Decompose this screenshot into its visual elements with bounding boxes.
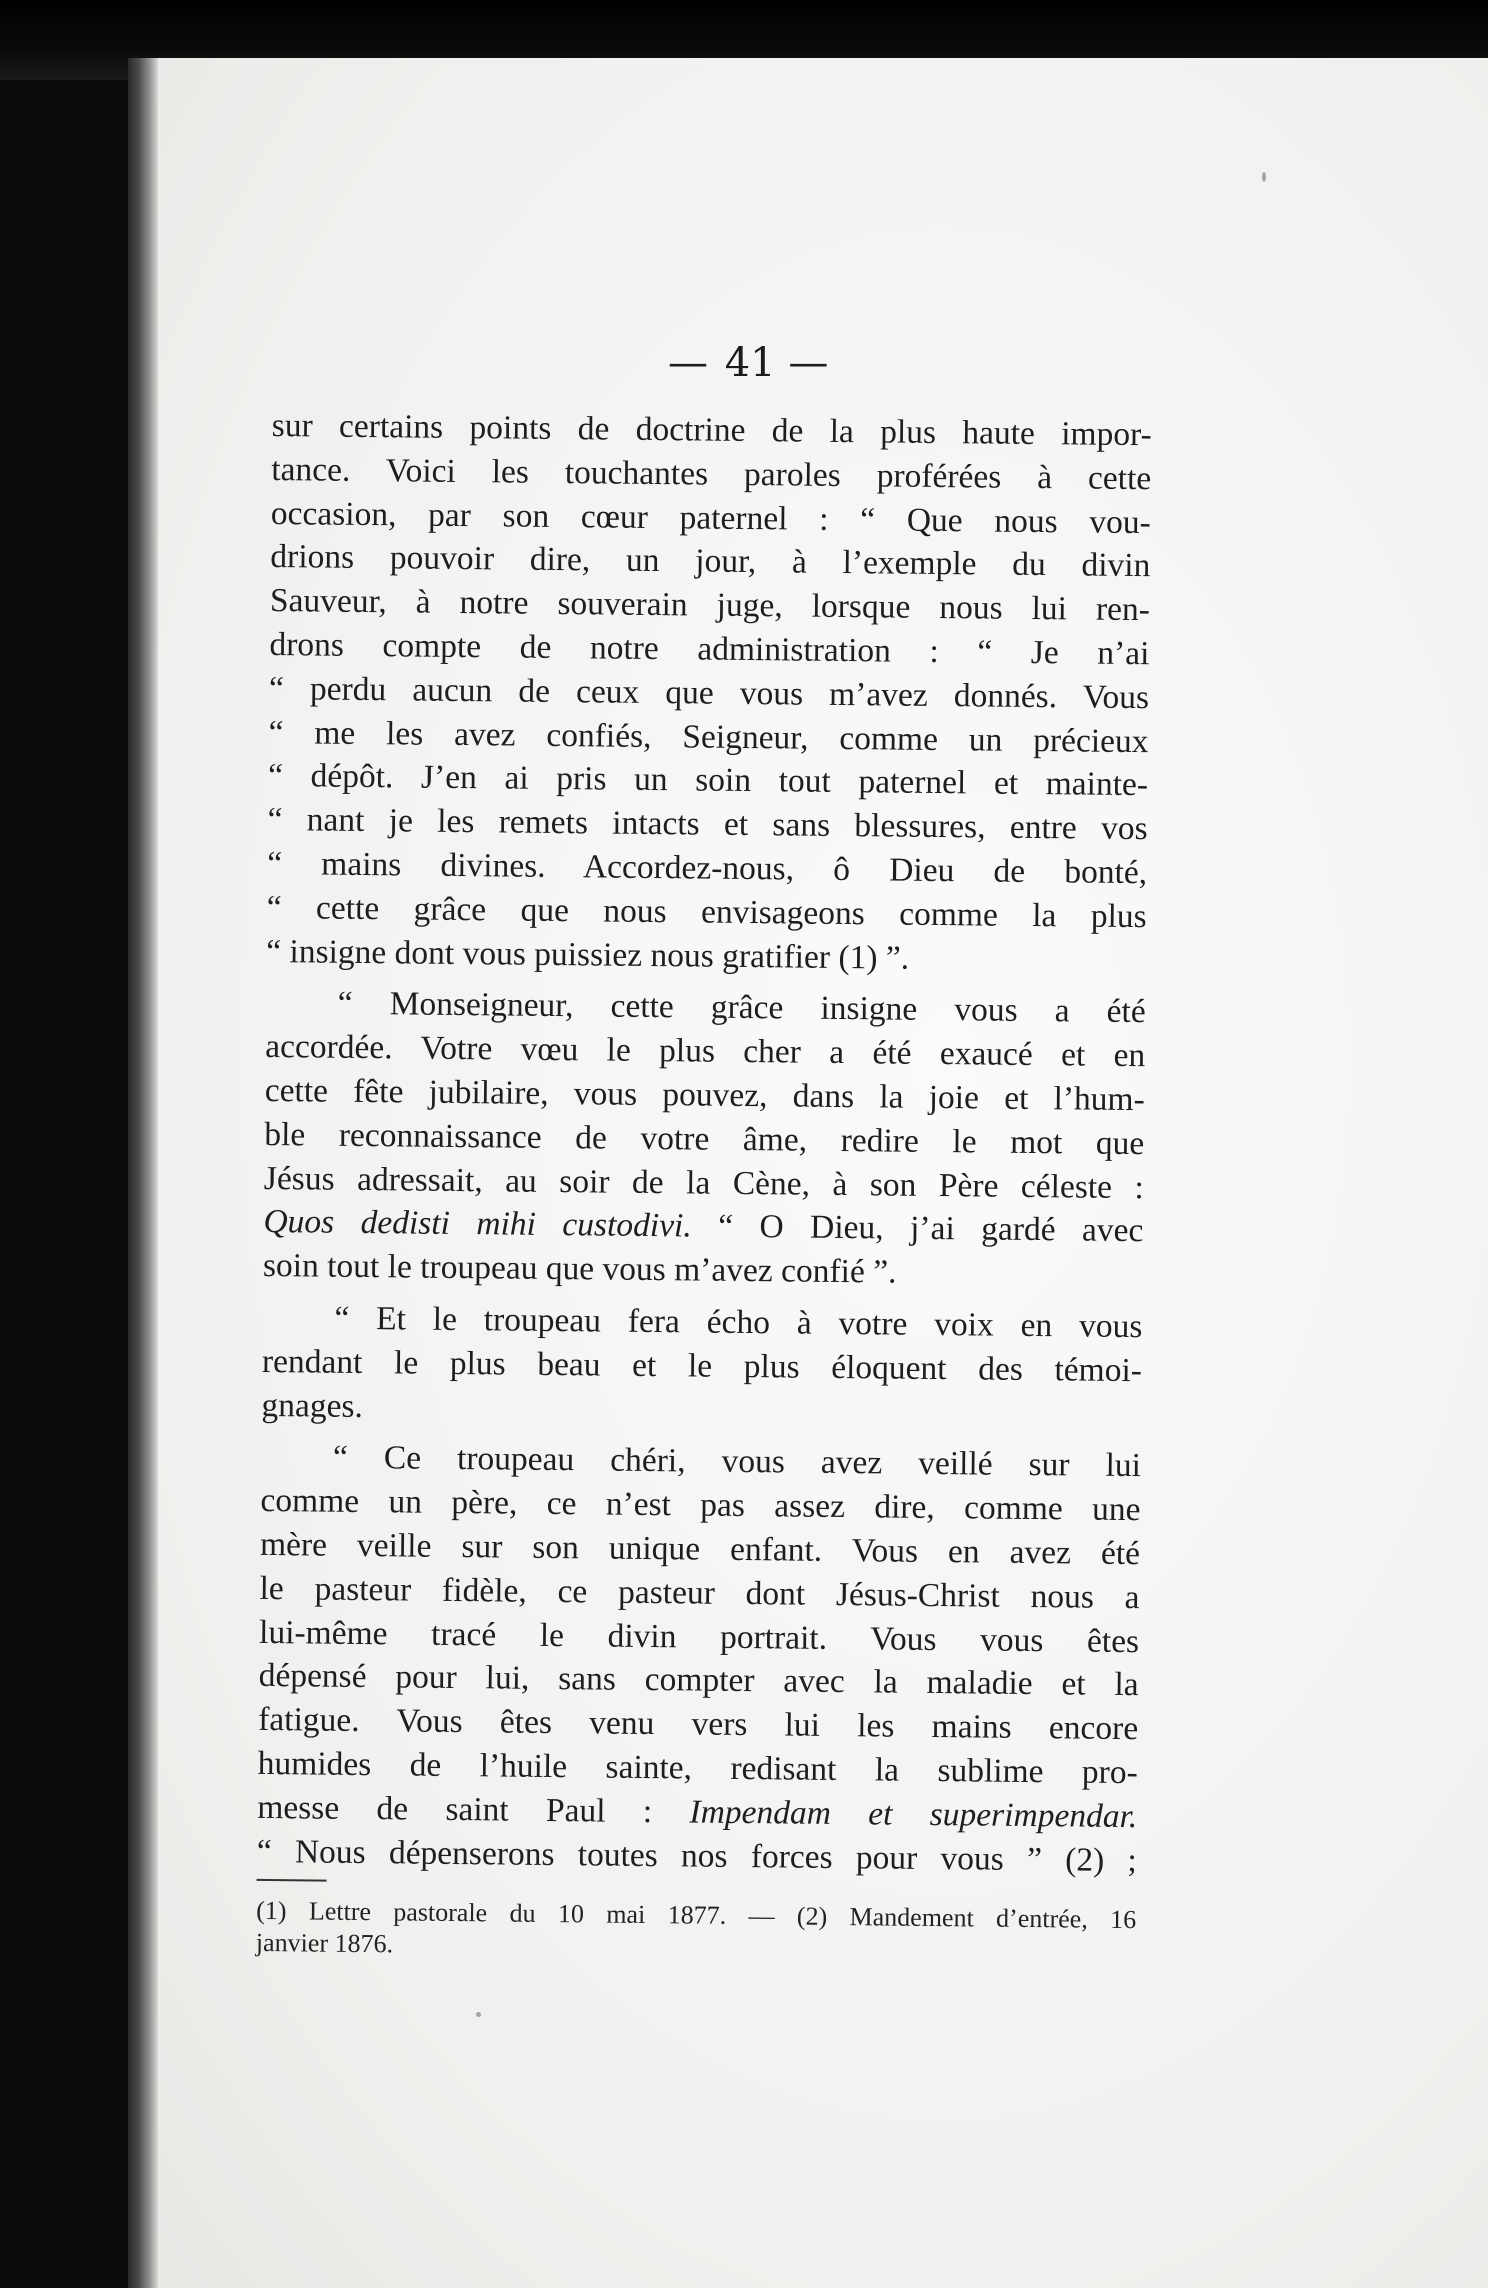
text-line: “ perdu aucun de ceux que vous m’avez donnés. Vous	[268, 669, 1150, 716]
text-line: “ Monseigneur, cette grâce insigne vous a été	[337, 985, 1146, 1031]
paragraph-4	[257, 1435, 1142, 1882]
text-line: sur certains points de doctrine de la plus haute impor-	[271, 406, 1152, 454]
paragraph-1	[266, 404, 1152, 983]
page-number-value: 41	[724, 340, 776, 386]
footnote-rule	[257, 1879, 327, 1882]
page-binding-edge	[128, 58, 158, 2288]
paper-speck	[476, 2012, 481, 2017]
text-line: drons compte de notre administration : “ Je n’ai	[269, 625, 1150, 673]
text-line: comme un père, ce n’est pas assez dire, comme une	[260, 1482, 1141, 1529]
footnotes	[256, 1895, 1137, 1968]
text-line: “ cette grâce que nous envisageons comme la plus	[266, 888, 1147, 935]
text-line: “ Nous dépenserons toutes nos forces pour vous ” (2) ;	[256, 1832, 1137, 1879]
text-line: tance. Voici les touchantes paroles proférées à cette	[271, 450, 1152, 498]
text-line: “ Et le troupeau fera écho à votre voix en vous	[334, 1299, 1143, 1346]
text-line: soin tout le troupeau que vous m’avez confié ”.	[262, 1247, 897, 1291]
latin-quote: Quos dedisti mihi custodivi.	[263, 1203, 692, 1245]
text-line: “ mains divines. Accordez-nous, ô Dieu de bonté,	[266, 844, 1148, 892]
latin-quote: Impendam et superimpendar.	[689, 1793, 1138, 1835]
text-line: “ insigne dont vous puissiez nous gratifier (1) ”.	[266, 932, 910, 977]
page-number: — 41 —	[668, 340, 833, 386]
text-line: mère veille sur son unique enfant. Vous en avez été	[259, 1525, 1141, 1573]
text-line: gnages.	[261, 1386, 364, 1425]
text-fragment: messe de saint Paul :	[257, 1788, 690, 1831]
text-line: accordée. Votre vœu le plus cher a été exaucé et en	[265, 1028, 1146, 1075]
text-line: cette fête jubilaire, vous pouvez, dans la joie et l’hum-	[264, 1071, 1145, 1119]
text-line: “ dépôt. J’en ai pris un soin tout paternel et mainte-	[267, 757, 1149, 804]
text-line: Jésus adressait, au soir de la Cène, à son Père céleste :	[263, 1159, 1145, 1206]
paragraph-3	[261, 1296, 1142, 1437]
text-line: lui-même tracé le divin portrait. Vous vous êtes	[258, 1613, 1140, 1660]
text-line: occasion, par son cœur paternel : “ Que nous vou-	[270, 494, 1152, 541]
text-line: ble reconnaissance de votre âme, redire le mot que	[264, 1115, 1145, 1162]
text-fragment: “ O Dieu, j’ai gardé avec	[691, 1207, 1144, 1250]
text-line: drions pouvoir dire, un jour, à l’exemple du divin	[270, 538, 1151, 585]
text-line: dépensé pour lui, sans compter avec la maladie et la	[258, 1657, 1139, 1704]
paragraph-2	[263, 981, 1146, 1297]
footnote-line: janvier 1876.	[255, 1928, 394, 1959]
text-line: le pasteur fidèle, ce pasteur dont Jésus-Christ nous a	[259, 1569, 1140, 1616]
body-text	[256, 404, 1152, 1968]
text-line: rendant le plus beau et le plus éloquent des témoi-	[261, 1342, 1143, 1389]
text-line: “ Ce troupeau chéri, vous avez veillé sur lui	[332, 1439, 1142, 1485]
footnote-line: (1) Lettre pastorale du 10 mai 1877. — (2) Mandement d’entrée, 16	[256, 1896, 1137, 1935]
text-line: Sauveur, à notre souverain juge, lorsque nous lui ren-	[269, 582, 1151, 629]
text-line: “ nant je les remets intacts et sans blessures, entre vos	[267, 801, 1148, 848]
text-line: fatigue. Vous êtes venu vers lui les mains encore	[258, 1701, 1139, 1748]
text-line: humides de l’huile sainte, redisant la sublime pro-	[257, 1744, 1138, 1792]
text-line: “ me les avez confiés, Seigneur, comme un précieux	[268, 713, 1149, 760]
paper-speck	[1262, 172, 1266, 182]
